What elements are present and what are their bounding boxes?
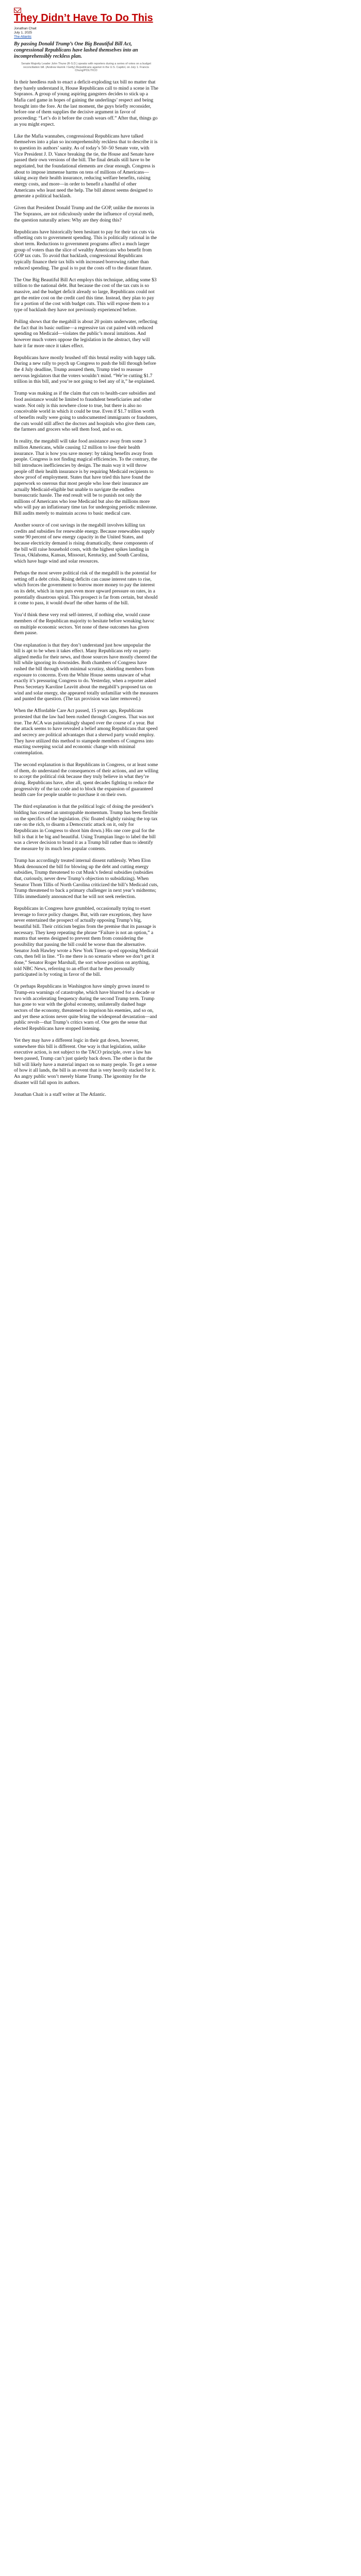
article-dek: By passing Donald Trump’s One Big Beautiful Bill Act, congressional Republicans have lashed themselves into an incomprehensibly reckless plan.	[14, 41, 138, 59]
article-date: July 1, 2025	[14, 31, 32, 35]
article-paragraph: Republicans in Congress have grumbled, occasionally trying to exert leverage to force policy changes. But, with rare exceptions, they have never entertained the prospect of actually opposing Trump’s big, beautiful bill. Their criticism begins from the premise that its passage is necessary. They keep repeating the phrase “Failure is not an option,” a mantra that seems designed to prevent them from considering the possibility that passing the bill could be worse than the alternative. Senator Josh Hawley wrote a New York Times op-ed opposing Medicaid cuts, then fell in line. “To me there is no scenario where we don’t get it done,” Senator Roger Marshall, the sort whose position on anything, told NBC News, referring to an effort that he then personally participated in by voting in favor of the bill.	[14, 906, 158, 978]
article-paragraph: Trump has accordingly treated internal dissent ruthlessly. When Elon Musk denounced the bill for blowing up the debt and cutting energy subsidies, Trump threatened to cut Musk’s federal subsidies (subsidies that, curiously, never drew Trump’s objection to subsidizing). When Senator Thom Tillis of North Carolina criticized the bill’s Medicaid cuts, Trump threatened to back a primary challenger in next year’s midterms; Tillis immediately announced that he will not seek reelection.	[14, 858, 158, 900]
article-paragraph: In their heedless rush to enact a deficit-exploding tax bill no matter that they barely understand it, House Republicans call to mind a scene in The Sopranos. A group of young aspiring gangsters decides to stick up a Mafia card game in hopes of gaining the underlings’ respect and being brought into the fore. At the last moment, the guys briefly reconsider, before one of them supplies the decisive argument in favor of proceeding: “Let’s do it before the crash wears off.” After that, things go as you might expect.	[14, 79, 158, 127]
article-author: Jonathan Chait	[14, 27, 37, 30]
article-paragraph: In reality, the megabill will take food assistance away from some 3 million Americans, while causing 12 million to lose their health insurance. That is how you save money: by taking benefits away from people. Congress is not finding magical efficiencies. To the contrary, the bill introduces inefficiencies by design. The main way it will throw people off their health insurance is by requiring Medicaid recipients to show proof of employment. States that have tried this have found the paperwork so onerous that most people who lose their insurance are actually Medicaid-eligible but unable to navigate the endless bureaucratic hassle. The end result will be to punish not only the millions of Americans who lose Medicaid but also the millions more who will pay an inflationary time tax for undergoing periodic milestone. Bill audits merely to maintain access to basic medical care.	[14, 438, 157, 517]
article-paragraph: Republicans have mostly brushed off this brutal reality with happy talk. During a new rally to psych up Congress to push the bill through before the 4 July deadline, Trump assured them, Trump tried to reassure nervous legislators that the voters wouldn’t mind. “We’re cutting $1.7 trillion in this bill, and you’re not going to feel any of it,” he explained.	[14, 354, 156, 385]
photo-caption: Senate Majority Leader John Thune (R-S.D.) speaks with reporters during a series of votes on a budget reconciliation bill. (Andrew Harnik / Getty) Republicans against in the U.S. Capitol, on July 1. Francis Chung/POLITICO	[21, 62, 151, 73]
article-meta	[14, 27, 158, 39]
article-headline[interactable]: They Didn’t Have To Do This	[14, 12, 153, 24]
article-paragraph: Jonathan Chait is a staff writer at The Atlantic.	[14, 1091, 106, 1097]
article-paragraph: Republicans have historically been hesitant to pay for their tax cuts via offsetting cuts to government spending. This is politically rational in the short term. Reductions to government programs affect a much larger group of voters than the slice of wealthy Americans who benefit from GOP tax cuts. To avoid that backlash, congressional Republicans typically finance their tax bills with increased borrowing rather than reduced spending. The goal is to put the costs off to the distant future.	[14, 229, 157, 271]
article-paragraph: Given that President Donald Trump and the GOP, unlike the morons in The Sopranos, are not ridiculously under the influence of crystal meth, the question naturally arises: Why are they doing this?	[14, 205, 154, 223]
article-paragraph: One explanation is that they don’t understand just how unpopular the bill is apt to be when it takes effect. Many Republicans rely on party-aligned media for their news, and those sources have mostly cheered the bill while ignoring its downsides. Both chambers of Congress have rushed the bill through with minimal scrutiny, shielding members from exposure to concerns. Even the White House seems unaware of what exactly it’s pressuring Congress to do. Yesterday, when a reporter asked Press Secretary Karoline Leavitt about the megabill’s proposed tax on wind and solar energy, she appeared totally unfamiliar with the measures and punted the question. (The tax provision was later removed.)	[14, 642, 158, 702]
article-paragraph: Like the Mafia wannabes, congressional Republicans have talked themselves into a plan so incomprehensibly reckless that to describe it is to question its authors’ sanity. As of today’s 50–50 Senate vote, with Vice President J. D. Vance breaking the tie, the House and Senate have passed their own versions of the bill. The final details still have to be negotiated, but the foundational elements are clear enough. Congress is about to impose immense harms on tens of millions of Americans—taking away their health insurance, reducing welfare benefits, raising energy costs, and more—in order to benefit a handful of other Americans who least need the help. The bill almost seems designed to generate a political backlash.	[14, 133, 158, 199]
article-paragraph: The One Big Beautiful Bill Act employs this technique, adding some $3 trillion to the national debt. But because the cost of the tax cuts is so massive, and the budget deficit already so large, Republicans could not get the entire cost on the credit card this time. Instead, they plan to pay for a portion of the cost with budget cuts. This will expose them to a type of backlash they have not previously experienced before.	[14, 277, 157, 313]
article-paragraph: Another source of cost savings in the megabill involves killing tax credits and subsidies for renewable energy. Because renewables supply some 90 percent of new energy capacity in the United States, and because electricity demand is rising dramatically, these components of the bill will raise household costs, with the highest spikes landing in Texas, Oklahoma, Kansas, Missouri, Kentucky, and South Carolina, which have huge wind and solar resources.	[14, 522, 155, 565]
article-paragraph: Polling shows that the megabill is about 20 points underwater, reflecting the fact that its basic outline—a regressive tax cut paired with reduced spending on Medicaid—violates the public’s moral intuitions. And however much voters oppose the legislation in the abstract, they will hate it far more once it takes effect.	[14, 318, 158, 349]
article-paragraph: You’d think these very real self-interest, if nothing else, would cause members of the Republican majority to hesitate before wreaking havoc on multiple economic sectors. Yet none of these outcomes has given them pause.	[14, 612, 155, 636]
article-paragraph: When the Affordable Care Act passed, 15 years ago, Republicans protested that the law had been rushed through Congress. That was not true. The ACA was painstakingly shaped over the course of a year. But the attack seems to have revealed a belief among Republicans that speed and secrecy are political advantages that a shrewd party would employ. They have utilized this method to stampede members of Congress into enacting sweeping social and economic change with minimal contemplation.	[14, 708, 158, 756]
article-paragraph: The second explanation is that Republicans in Congress, or at least some of them, do understand the consequences of their actions, and are willing to accept the political risk because they truly believe in what they’re doing. Republicans have, after all, spent decades fighting to reduce the progressivity of the tax code and to block the expansion of guaranteed health care for people unable to purchase it on their own.	[14, 762, 158, 798]
article-body	[14, 79, 158, 1104]
article-paragraph: Trump was making as if the claim that cuts to health-care subsidies and food assistance would be limited to fraudulent beneficiaries and other waste. Not only is this nowhere close to true, but there is also no conceivable world in which it could be true. Even if $1.7 trillion worth of benefits really were going to undocumented immigrants or fraudsters, the cuts would still affect the doctors and hospitals who give them care, the farmers and grocers who sell them food, and so on.	[14, 391, 158, 433]
article-paragraph: Or perhaps Republicans in Washington have simply grown inured to Trump-era warnings of catastrophe, which have blurred for a decade or two with accelerating frequency during the second Trump term. Trump has gone to war with the global economy, unilaterally dashed huge sectors of the economy, threatened to imprison his enemies, and so on, and yet these actions never quite bring the widespread devastation—and public revolt—that Trump’s critics warn of. One gets the sense that elected Republicans have stopped listening.	[14, 984, 157, 1031]
article-paragraph: The third explanation is that the political logic of doing the president’s bidding has created an unstoppable momentum. Trump has been flexible on the specifics of the legislation. (Sic floated slightly raising the top tax rate on the rich, to disarm a Democratic attack on it, only for Republicans in Congress to shoot him down.) His one core goal for the bill is that it be big and beautiful. Using Trumpian lingo to label the bill was a clever decision to brand it as a Trump bill rather than to identify the measure by its much less popular contents.	[14, 804, 158, 852]
article-paragraph: Yet they may have a different logic in their gut down, however, somewhere this bill is different. One way is that legislation, unlike executive action, is not subject to the TACO principle, over a law has been passed, Trump can’t just quietly back down. The other is that the bill will likely have a material impact on so many people. To get a sense of how it all lands, the bill is an event that is very heavily stacked for it. An angry public won’t merely blame Trump. The ignominy for the disaster will fall upon its authors.	[14, 1037, 157, 1086]
publication-link[interactable]: The Atlantic	[14, 35, 31, 39]
article-paragraph: Perhaps the most severe political risk of the megabill is the potential for setting off a debt crisis. Rising deficits can cause interest rates to rise, which forces the government to borrow more money to pay the interest on its debt, which in turn puts even more upward pressure on rates, in a potentially disastrous spiral. This prospect is far from certain, but should it come to pass, it would dwarf the other harms of the bill.	[14, 570, 158, 606]
